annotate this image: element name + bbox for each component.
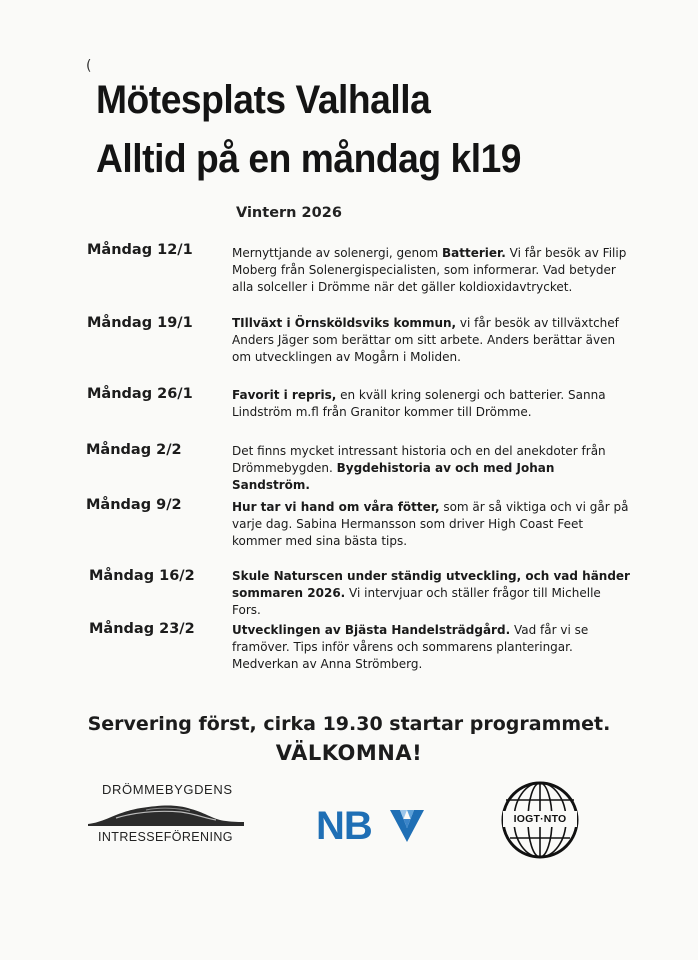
description-highlight: Favorit i repris, bbox=[232, 388, 337, 402]
description-text: Vi får besök av Filip Moberg från Solenergispecialisten, som informerar. Vad betyder alla solceller i Drömme när det gäller koldioxidavtrycket. bbox=[232, 246, 627, 294]
nbv-v-icon bbox=[390, 810, 424, 842]
schedule-description bbox=[232, 499, 632, 550]
description-text: en kväll kring solenergi och batterier. Sanna Lindström m.fl från Granitor kommer till Drömme. bbox=[232, 388, 606, 419]
description-highlight: Skule Naturscen under ständig utveckling, och vad händer sommaren 2026. bbox=[232, 569, 630, 600]
schedule-description bbox=[232, 387, 632, 421]
title-line-2: Alltid på en måndag kl19 bbox=[96, 137, 522, 181]
nbv-logo bbox=[316, 806, 426, 846]
schedule-date: Måndag 2/2 bbox=[86, 442, 182, 458]
description-highlight: Hur tar vi hand om våra fötter, bbox=[232, 500, 440, 514]
schedule-date: Måndag 23/2 bbox=[89, 621, 195, 637]
description-text: vi får besök av tillväxtchef Anders Jäger som berättar om sitt arbete. Anders berättar även om utvecklingen av Mogårn i Moliden. bbox=[232, 316, 619, 364]
description-highlight: TIllväxt i Örnsköldsviks kommun, bbox=[232, 316, 457, 330]
description-text: Vad får vi se framöver. Tips inför vårens och sommarens planteringar. Medverkan av Anna Strömberg. bbox=[232, 623, 589, 671]
schedule-date: Måndag 12/1 bbox=[87, 242, 193, 258]
schedule-date: Måndag 19/1 bbox=[87, 315, 193, 331]
season-heading: Vintern 2026 bbox=[236, 205, 342, 221]
schedule-date: Måndag 26/1 bbox=[87, 386, 193, 402]
description-text: Det finns mycket intressant historia och en del anekdoter från Drömmebygden. bbox=[232, 444, 606, 475]
schedule-date: Måndag 9/2 bbox=[86, 497, 182, 513]
serving-note: Servering först, cirka 19.30 startar programmet. bbox=[87, 713, 611, 735]
schedule-description bbox=[232, 622, 632, 673]
schedule-description bbox=[232, 568, 632, 619]
description-highlight: Bygdehistoria av och med Johan Sandström. bbox=[232, 461, 555, 492]
title-line-1: Mötesplats Valhalla bbox=[96, 78, 431, 122]
welcome-text: VÄLKOMNA! bbox=[275, 741, 423, 765]
iogt-nto-logo-text: IOGT·NTO bbox=[513, 813, 567, 825]
nbv-logo-text: NB bbox=[316, 804, 372, 848]
description-highlight: Batterier. bbox=[442, 246, 506, 260]
description-text: Mernyttjande av solenergi, genom bbox=[232, 246, 443, 260]
drommebygden-logo-top-text: DRÖMMEBYGDENS bbox=[102, 782, 233, 797]
drommebygden-logo bbox=[86, 782, 246, 854]
description-text: Vi intervjuar och ställer frågor till Michelle Fors. bbox=[232, 586, 601, 617]
schedule-description bbox=[232, 245, 632, 296]
iogt-nto-logo bbox=[500, 780, 580, 860]
landscape-icon bbox=[86, 800, 246, 830]
drommebygden-logo-bottom-text: INTRESSEFÖRENING bbox=[98, 830, 233, 844]
stray-mark: ( bbox=[86, 58, 92, 74]
schedule-date: Måndag 16/2 bbox=[89, 568, 195, 584]
description-highlight: Utvecklingen av Bjästa Handelsträdgård. bbox=[232, 623, 511, 637]
schedule-description bbox=[232, 443, 632, 494]
schedule-description bbox=[232, 315, 632, 366]
description-text: som är så viktiga och vi går på varje dag. Sabina Hermansson som driver High Coast Feet kommer med sina bästa tips. bbox=[232, 500, 629, 548]
